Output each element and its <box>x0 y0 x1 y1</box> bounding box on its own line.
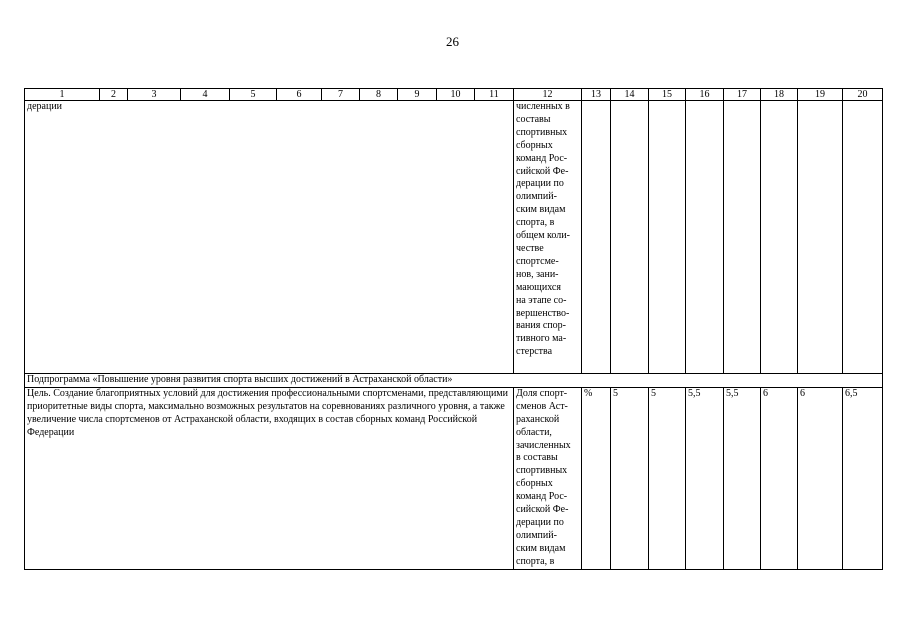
empty-cell <box>798 101 843 374</box>
value-cell: 6 <box>798 387 843 569</box>
header-cell: 14 <box>611 89 649 101</box>
header-cell: 3 <box>128 89 181 101</box>
header-cell: 13 <box>582 89 611 101</box>
header-cell: 6 <box>277 89 322 101</box>
header-cell: 18 <box>761 89 798 101</box>
value-cell: 5 <box>649 387 686 569</box>
value-cell: 6,5 <box>843 387 883 569</box>
header-cell: 16 <box>686 89 724 101</box>
header-cell: 5 <box>230 89 277 101</box>
empty-cell <box>843 101 883 374</box>
empty-cell <box>611 101 649 374</box>
header-cell: 2 <box>100 89 128 101</box>
table-row <box>25 387 883 569</box>
subprogram-title: Подпрограмма «Повышение уровня развития спорта высших достижений в Астраханской области» <box>25 374 883 388</box>
value-cell: 5 <box>611 387 649 569</box>
goal-cell-continued: дерации <box>25 101 514 374</box>
header-cell: 4 <box>181 89 230 101</box>
goal-cell: Цель. Создание благоприятных условий для достижения профессиональными спортсменами, представляющими приоритетные виды спорта, максимально возможных результатов на соревнованиях различного уровня, а также увеличение числа спортсменов от Астраханской области, входящих в состав сборных команд Российской Федерации <box>25 387 514 569</box>
header-cell: 7 <box>322 89 360 101</box>
header-cell: 19 <box>798 89 843 101</box>
header-cell: 1 <box>25 89 100 101</box>
empty-cell <box>649 101 686 374</box>
header-cell: 15 <box>649 89 686 101</box>
table-row <box>25 101 883 374</box>
header-cell: 10 <box>437 89 475 101</box>
value-cell: 5,5 <box>724 387 761 569</box>
empty-cell <box>582 101 611 374</box>
header-cell: 11 <box>475 89 514 101</box>
header-cell: 17 <box>724 89 761 101</box>
header-cell: 8 <box>360 89 398 101</box>
subprogram-row <box>25 374 883 388</box>
page-number: 26 <box>446 34 459 49</box>
indicator-cell: Доля спорт- сменов Аст- раханской области, зачисленных в составы спортивных сборных команд Рос- сийской Фе- дерации по олимпий- ским видам спорта, в <box>514 387 582 569</box>
indicator-cell: численных в составы спортивных сборных команд Рос- сийской Фе- дерации по олимпий- ским видам спорта, в общем коли- честве спортсме- нов, зани- мающихся на этапе со- вершенство- вания спор- тивного ма- стерства <box>514 101 582 374</box>
header-row <box>25 89 883 101</box>
unit-cell: % <box>582 387 611 569</box>
header-cell: 9 <box>398 89 437 101</box>
empty-cell <box>761 101 798 374</box>
empty-cell <box>686 101 724 374</box>
value-cell: 6 <box>761 387 798 569</box>
header-cell: 20 <box>843 89 883 101</box>
header-cell: 12 <box>514 89 582 101</box>
indicators-table <box>24 88 883 570</box>
value-cell: 5,5 <box>686 387 724 569</box>
empty-cell <box>724 101 761 374</box>
